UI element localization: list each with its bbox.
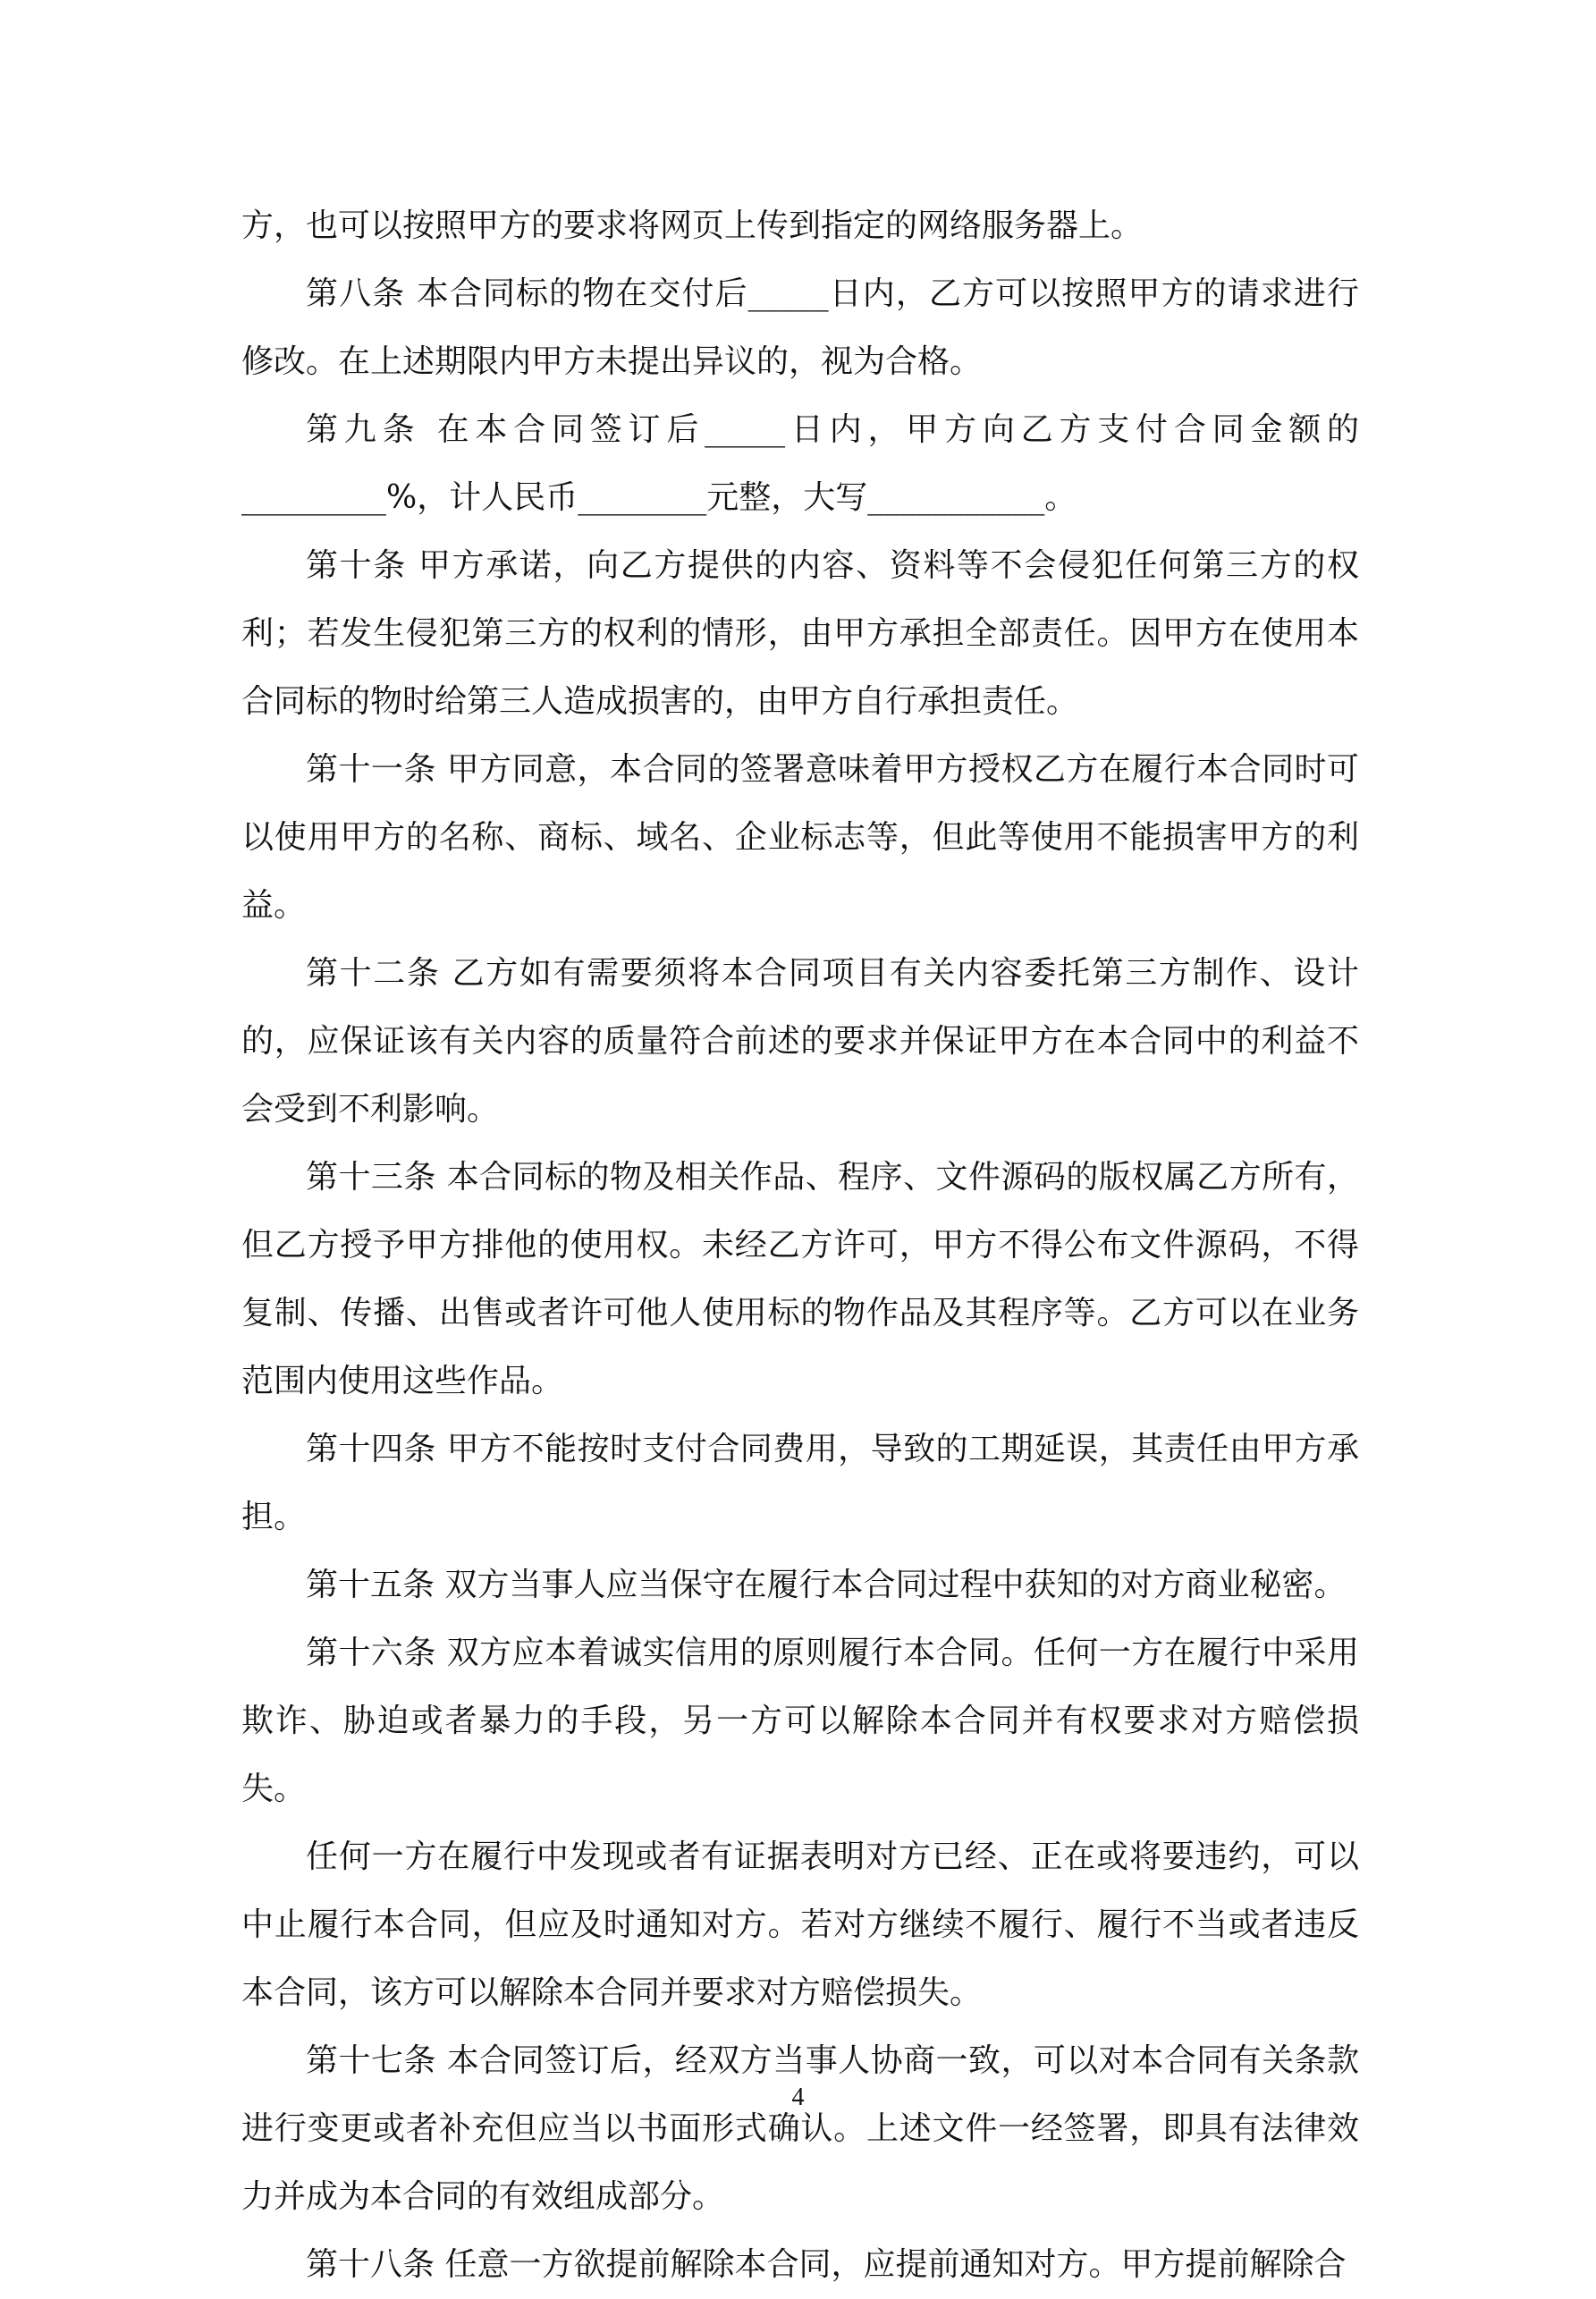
paragraph-article-10: 第十条 甲方承诺，向乙方提供的内容、资料等不会侵犯任何第三方的权利；若发生侵犯第三方的权利的情形，由甲方承担全部责任。因甲方在使用本合同标的物时给第三人造成损害的，由甲方自行承担责任。: [241, 547, 1359, 720]
page-number: 4: [791, 2083, 805, 2111]
paragraph-article-16-cont: 任何一方在履行中发现或者有证据表明对方已经、正在或将要违约，可以中止履行本合同，但应及时通知对方。若对方继续不履行、履行不当或者违反本合同，该方可以解除本合同并要求对方赔偿损失。: [241, 1838, 1359, 2011]
paragraph-article-18: 第十八条 任意一方欲提前解除本合同，应提前通知对方。甲方提前解除合: [306, 2246, 1347, 2283]
contract-body: [241, 192, 1359, 2299]
paragraph-article-17: 第十七条 本合同签订后，经双方当事人协商一致，可以对本合同有关条款进行变更或者补充但应当以书面形式确认。上述文件一经签署，即具有法律效力并成为本合同的有效组成部分。: [241, 2042, 1359, 2215]
paragraph-article-16: 第十六条 双方应本着诚实信用的原则履行本合同。任何一方在履行中采用欺诈、胁迫或者暴力的手段，另一方可以解除本合同并有权要求对方赔偿损失。: [241, 1635, 1359, 1807]
paragraph-article-12: 第十二条 乙方如有需要须将本合同项目有关内容委托第三方制作、设计的，应保证该有关内容的质量符合前述的要求并保证甲方在本合同中的利益不会受到不利影响。: [241, 955, 1359, 1128]
paragraph-article-11: 第十一条 甲方同意，本合同的签署意味着甲方授权乙方在履行本合同时可以使用甲方的名称、商标、域名、企业标志等，但此等使用不能损害甲方的利益。: [241, 751, 1359, 924]
paragraph-article-15: 第十五条 双方当事人应当保守在履行本合同过程中获知的对方商业秘密。: [306, 1567, 1347, 1603]
paragraph-article-9: 第九条 在本合同签订后_____日内，甲方向乙方支付合同金额的_________%，计人民币________元整，大写___________。: [241, 411, 1359, 516]
paragraph-article-8: 第八条 本合同标的物在交付后_____日内，乙方可以按照甲方的请求进行修改。在上述期限内甲方未提出异议的，视为合格。: [241, 275, 1359, 380]
paragraph-article-13: 第十三条 本合同标的物及相关作品、程序、文件源码的版权属乙方所有，但乙方授予甲方排他的使用权。未经乙方许可，甲方不得公布文件源码，不得复制、传播、出售或者许可他人使用标的物作品及其程序等。乙方可以在业务范围内使用这些作品。: [241, 1159, 1359, 1399]
paragraph-article-14: 第十四条 甲方不能按时支付合同费用，导致的工期延误，其责任由甲方承担。: [241, 1431, 1359, 1535]
paragraph-continuation: 方，也可以按照甲方的要求将网页上传到指定的网络服务器上。: [241, 207, 1144, 244]
